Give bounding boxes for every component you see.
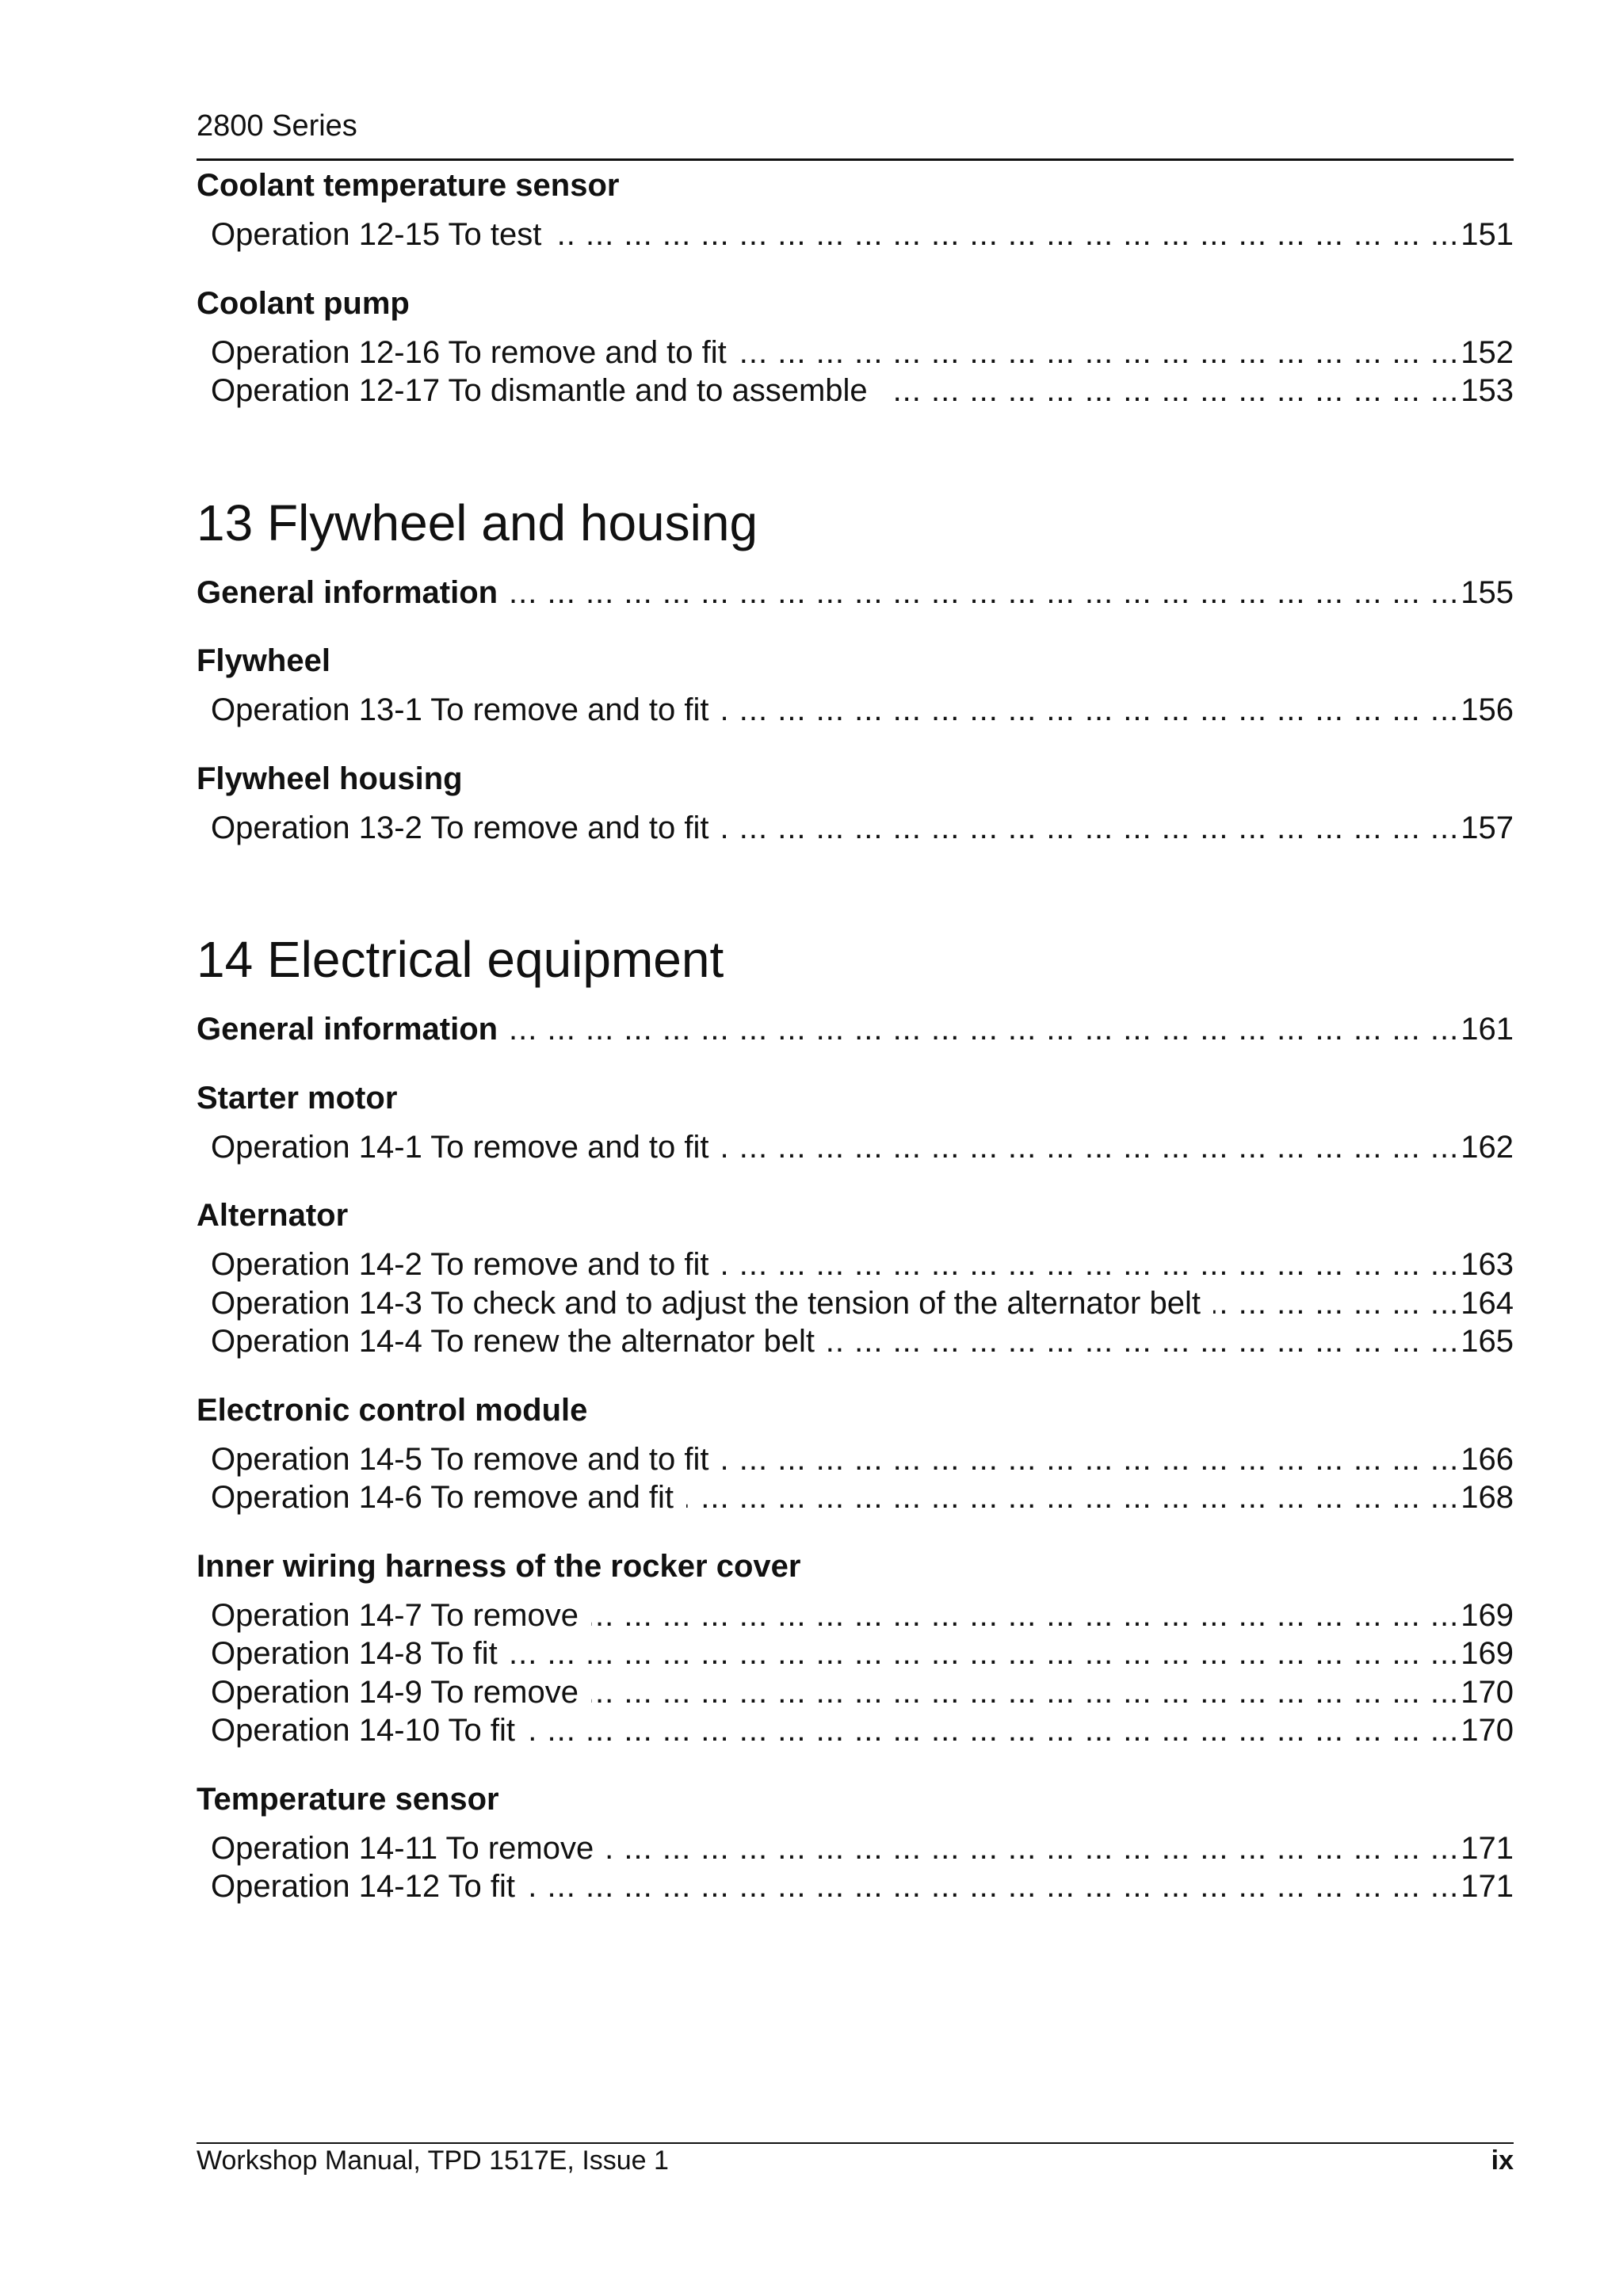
spacer [197, 1049, 1514, 1079]
toc-page [197, 0, 1514, 2296]
toc-entry[interactable] [197, 1284, 1514, 1323]
entry-page-number: 171 [1461, 1869, 1514, 1904]
entry-label: Operation 12-15 To test [211, 217, 542, 252]
section-heading: Flywheel [197, 643, 330, 678]
dot-leader [722, 1128, 1460, 1167]
entry-label: Operation 14-3 To check and to adjust the tension of the alternator belt [211, 1285, 1201, 1321]
entry-label: General information [197, 1012, 498, 1047]
chapter-title: 14 Electrical equipment [197, 931, 724, 988]
table-of-contents [197, 166, 1514, 1906]
dot-leader [827, 1322, 1459, 1361]
entry-list [197, 691, 1514, 730]
entry-label: Operation 12-17 To dismantle and to assemble [211, 373, 868, 408]
dot-leader [554, 215, 1459, 254]
dot-leader [686, 1478, 1459, 1517]
footer-manual-title: Workshop Manual, TPD 1517E, Issue 1 [197, 2145, 669, 2176]
entry-page-number: 152 [1461, 334, 1514, 370]
entry-label: Operation 14-11 To remove [211, 1830, 594, 1866]
entry-page-number: 155 [1461, 574, 1514, 610]
section-heading: Alternator [197, 1198, 349, 1233]
running-head: 2800 Series [197, 109, 357, 143]
entry-page-number: 153 [1461, 373, 1514, 408]
spacer [197, 1361, 1514, 1391]
dot-leader [739, 334, 1459, 372]
entry-page-number: 161 [1461, 1012, 1514, 1047]
entry-label: Operation 14-12 To fit [211, 1869, 515, 1904]
toc-entry[interactable] [197, 334, 1514, 372]
toc-entry[interactable] [197, 1322, 1514, 1361]
entry-list [197, 1596, 1514, 1750]
dot-leader [528, 1867, 1459, 1906]
toc-section [197, 1391, 1514, 1517]
entry-label: Operation 14-1 To remove and to fit [211, 1129, 709, 1165]
toc-entry[interactable] [197, 1596, 1514, 1635]
toc-entry[interactable] [197, 691, 1514, 730]
entry-page-number: 165 [1461, 1324, 1514, 1359]
entry-page-number: 162 [1461, 1129, 1514, 1165]
dot-leader [591, 1596, 1459, 1635]
toc-entry[interactable] [197, 1634, 1514, 1673]
toc-entry[interactable] [197, 215, 1514, 254]
toc-section [197, 760, 1514, 848]
entry-page-number: 168 [1461, 1480, 1514, 1515]
entry-list [197, 1128, 1514, 1167]
dot-leader [722, 691, 1460, 730]
toc-section [197, 642, 1514, 730]
entry-page-number: 166 [1461, 1441, 1514, 1477]
toc-entry[interactable] [197, 809, 1514, 848]
chapter-title: 13 Flywheel and housing [197, 494, 758, 551]
entry-page-number: 169 [1461, 1636, 1514, 1671]
entry-label: Operation 14-9 To remove [211, 1674, 579, 1710]
dot-leader [722, 1440, 1460, 1479]
toc-section [197, 1079, 1514, 1167]
entry-label: Operation 14-6 To remove and fit [211, 1480, 674, 1515]
entry-label: Operation 14-4 To renew the alternator belt [211, 1324, 815, 1359]
entry-label: Operation 12-16 To remove and to fit [211, 334, 727, 370]
dot-leader [880, 372, 1460, 410]
toc-section [197, 1547, 1514, 1750]
toc-entry[interactable] [197, 1711, 1514, 1750]
entry-label: General information [197, 574, 498, 610]
section-heading: Coolant pump [197, 285, 410, 321]
toc-entry[interactable] [197, 1440, 1514, 1479]
entry-page-number: 164 [1461, 1285, 1514, 1321]
entry-list [197, 334, 1514, 410]
dot-leader [510, 574, 1459, 612]
toc-section [197, 1780, 1514, 1906]
entry-label: Operation 14-5 To remove and to fit [211, 1441, 709, 1477]
entry-label: Operation 14-2 To remove and to fit [211, 1247, 709, 1282]
dot-leader [606, 1829, 1459, 1868]
entry-label: Operation 13-1 To remove and to fit [211, 692, 709, 727]
entry-page-number: 157 [1461, 810, 1514, 845]
dot-leader [528, 1711, 1459, 1750]
dot-leader [510, 1010, 1459, 1049]
entry-label: Operation 14-8 To fit [211, 1636, 498, 1671]
section-heading: Electronic control module [197, 1392, 588, 1428]
dot-leader [510, 1634, 1460, 1673]
spacer [197, 1750, 1514, 1780]
entry-list [197, 1829, 1514, 1906]
entry-label: Operation 14-10 To fit [211, 1713, 515, 1748]
dot-leader [1213, 1284, 1459, 1323]
entry-label: Operation 14-7 To remove [211, 1597, 579, 1633]
section-heading: Temperature sensor [197, 1781, 499, 1817]
dot-leader [722, 1245, 1460, 1284]
toc-bold-entry[interactable] [197, 1010, 1514, 1049]
spacer [197, 1166, 1514, 1196]
spacer [197, 1517, 1514, 1547]
section-heading: Inner wiring harness of the rocker cover [197, 1548, 801, 1584]
toc-entry[interactable] [197, 1478, 1514, 1517]
entry-list [197, 809, 1514, 848]
entry-page-number: 170 [1461, 1713, 1514, 1748]
toc-section [197, 284, 1514, 410]
toc-entry[interactable] [197, 1245, 1514, 1284]
footer-page-number: ix [1491, 2145, 1514, 2176]
entry-label: Operation 13-2 To remove and to fit [211, 810, 709, 845]
section-heading: Coolant temperature sensor [197, 168, 620, 203]
dot-leader [591, 1673, 1459, 1712]
entry-page-number: 163 [1461, 1247, 1514, 1282]
entry-page-number: 170 [1461, 1674, 1514, 1710]
toc-entry[interactable] [197, 372, 1514, 410]
toc-entry[interactable] [197, 1673, 1514, 1712]
entry-page-number: 151 [1461, 217, 1514, 252]
entry-list [197, 1440, 1514, 1517]
section-heading: Flywheel housing [197, 761, 463, 796]
toc-entry[interactable] [197, 1829, 1514, 1868]
spacer [197, 730, 1514, 760]
toc-section [197, 1196, 1514, 1361]
entry-page-number: 156 [1461, 692, 1514, 727]
spacer [197, 254, 1514, 284]
entry-page-number: 169 [1461, 1597, 1514, 1633]
entry-list [197, 1245, 1514, 1361]
spacer [197, 612, 1514, 642]
toc-entry[interactable] [197, 1128, 1514, 1167]
toc-entry[interactable] [197, 1867, 1514, 1906]
toc-bold-entry[interactable] [197, 574, 1514, 612]
toc-section [197, 166, 1514, 254]
section-heading: Starter motor [197, 1080, 398, 1116]
header-rule [197, 158, 1514, 161]
dot-leader [722, 809, 1460, 848]
entry-page-number: 171 [1461, 1830, 1514, 1866]
entry-list [197, 215, 1514, 254]
footer-rule [197, 2142, 1514, 2144]
